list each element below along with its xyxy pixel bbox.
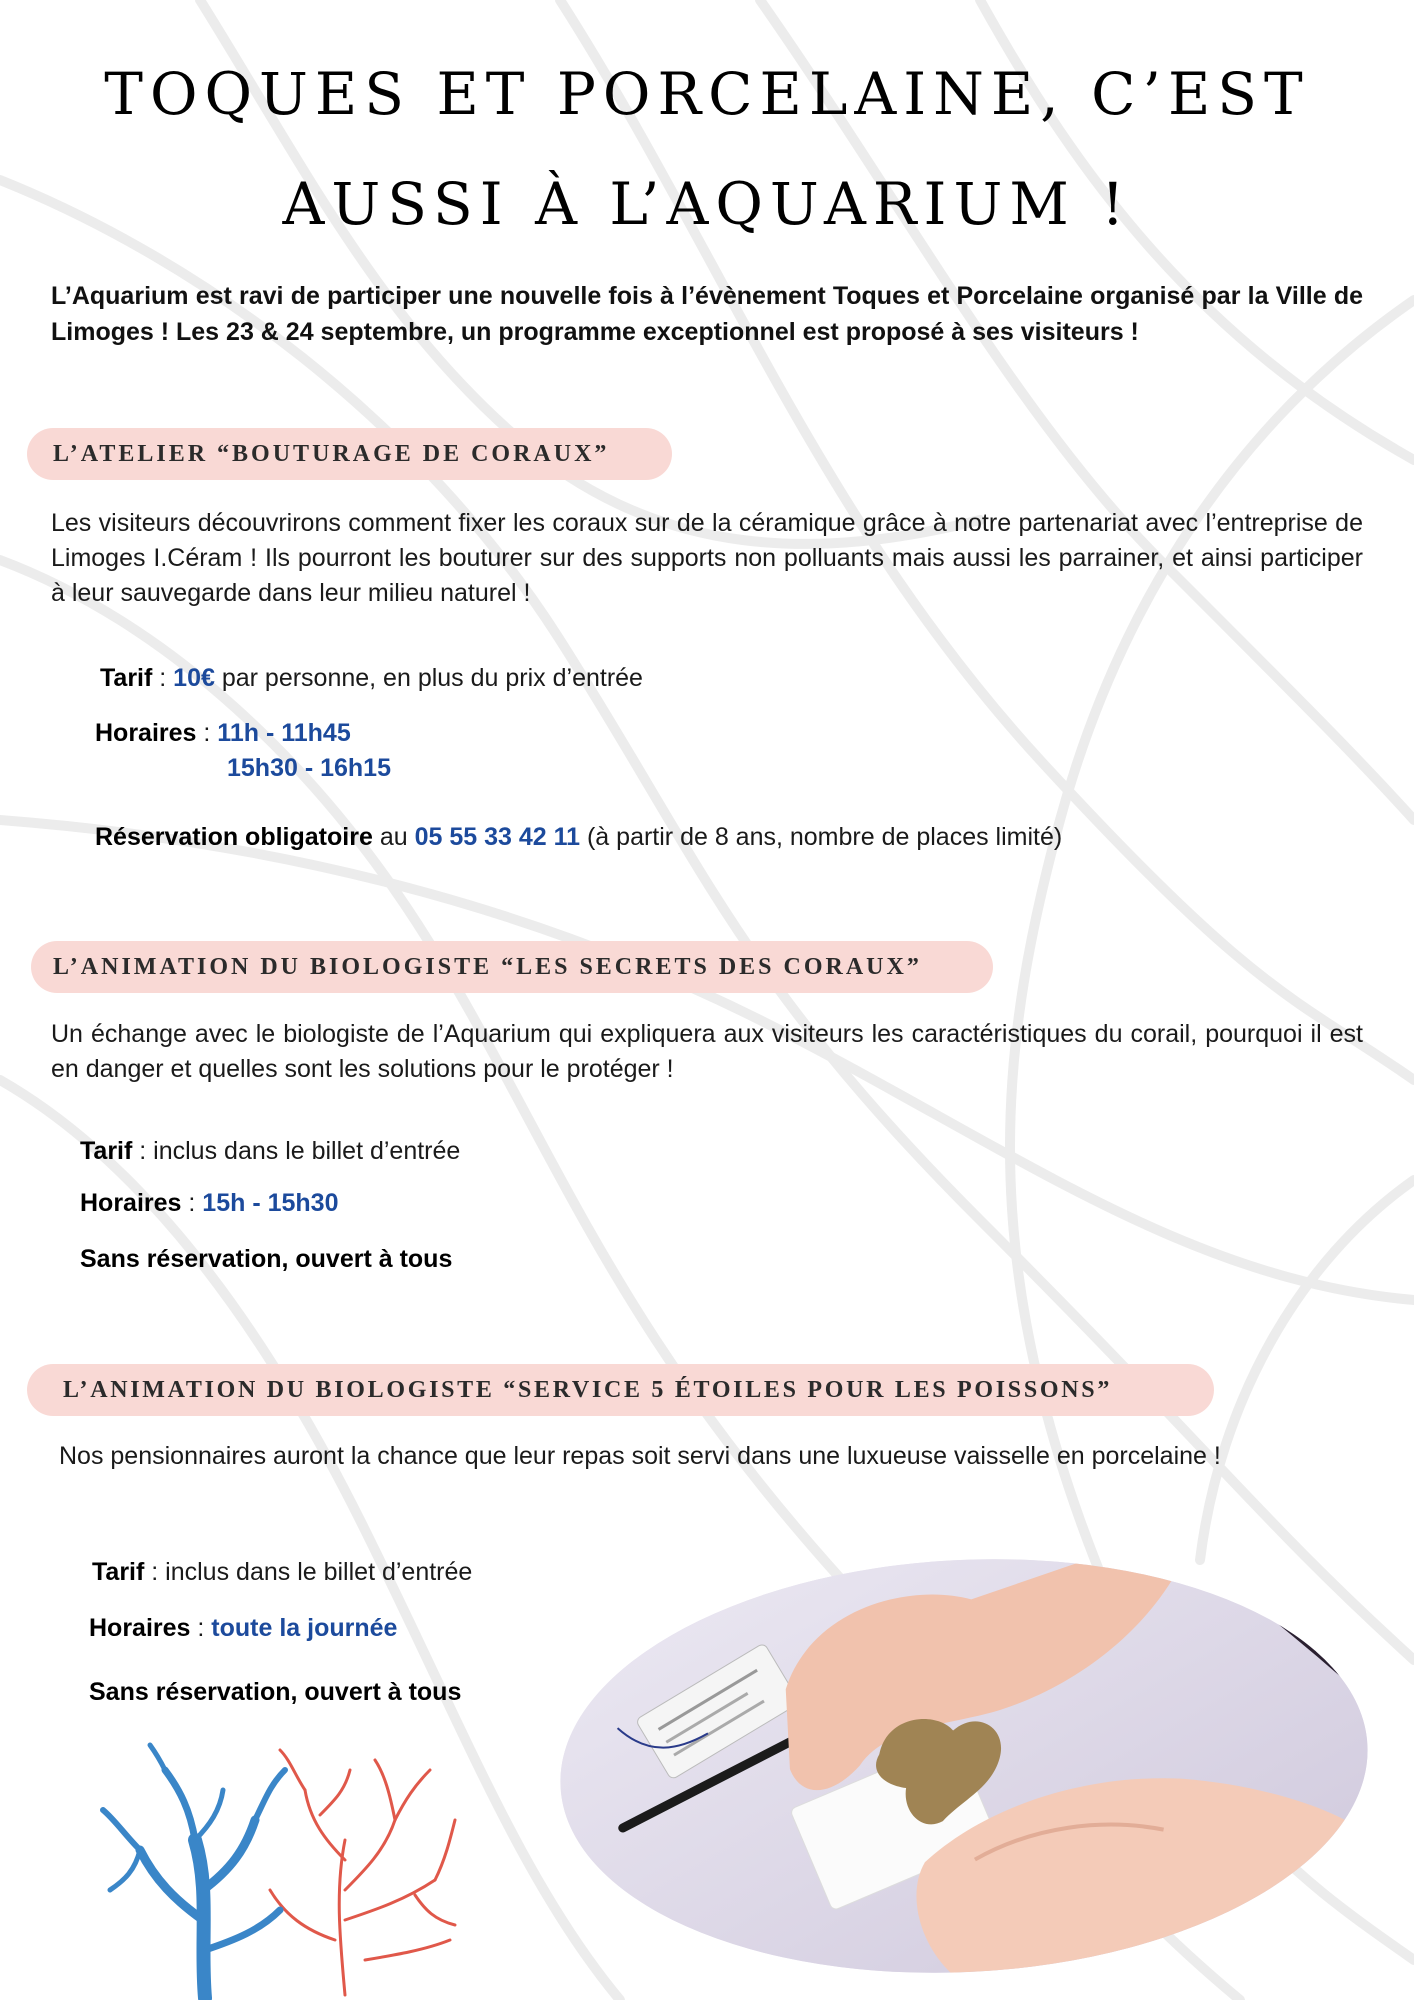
tarif-label: Tarif (100, 664, 153, 692)
horaire-slot-2: 15h30 - 16h15 (227, 754, 391, 782)
secrets-access: Sans réservation, ouvert à tous (80, 1245, 453, 1273)
section-service-text: Nos pensionnaires auront la chance que leur repas soit servi dans une luxueuse vaisselle en porcelaine ! (59, 1442, 1221, 1470)
page-title-line-2: AUSSI À L’AQUARIUM ! (282, 170, 1132, 238)
horaires-label: Horaires (95, 719, 197, 747)
reservation-au: au (379, 823, 408, 851)
page-title-line-1: TOQUES ET PORCELAINE, C’EST (104, 60, 1310, 128)
horaires-label: Horaires (80, 1189, 182, 1217)
reservation-note: (à partir de 8 ans, nombre de places limité) (586, 823, 1063, 851)
tarif-value: inclus dans le billet d’entrée (165, 1558, 473, 1586)
tarif-price: 10€ (173, 664, 215, 692)
section-secrets-text: Un échange avec le biologiste de l’Aquarium qui expliquera aux visiteurs les caractéristiques du corail, pourquoi il est en danger et quelles sont les solutions pour le protéger ! (51, 1020, 1363, 1083)
atelier-reservation-line (95, 820, 1062, 854)
intro-paragraph: L’Aquarium est ravi de participer une nouvelle fois à l’évènement Toques et Porcelaine organisé par la Ville de Limoges ! Les 23 & 24 septembre, un programme exceptionnel est proposé à ses visiteurs ! (51, 282, 1363, 346)
service-access: Sans réservation, ouvert à tous (89, 1678, 462, 1706)
atelier-horaires-line-2 (227, 751, 391, 785)
service-horaires-line: Horaires : toute la journée (89, 1614, 398, 1642)
tarif-label: Tarif (92, 1558, 145, 1586)
tarif-detail: par personne, en plus du prix d’entrée (221, 664, 643, 692)
horaire-slot: 15h - 15h30 (202, 1189, 339, 1217)
tarif-value: inclus dans le billet d’entrée (153, 1137, 461, 1165)
horaire-slot: toute la journée (211, 1614, 398, 1642)
section-heading-atelier: L’ATELIER “BOUTURAGE DE CORAUX” (27, 428, 672, 480)
reservation-label: Réservation obligatoire (95, 823, 373, 851)
photo-illustration (550, 1539, 1378, 1993)
horaire-slot-1: 11h - 11h45 (217, 719, 351, 747)
atelier-horaires-line: Horaires : 11h - 11h45 (95, 719, 351, 747)
tarif-label: Tarif (80, 1137, 133, 1165)
coral-cutting-photo (550, 1539, 1378, 1993)
atelier-tarif-line: Tarif : 10€ par personne, en plus du prix d’entrée (100, 664, 643, 692)
horaires-label: Horaires (89, 1614, 191, 1642)
section-atelier-text: Les visiteurs découvrirons comment fixer les coraux sur de la céramique grâce à notre partenariat avec l’entreprise de Limoges I.Céram ! Ils pourront les bouturer sur des supports non polluants mais aussi les parrainer, et ainsi participer à leur sauvegarde dans leur milieu naturel ! (51, 509, 1363, 607)
section-heading-secrets-coraux: L’ANIMATION DU BIOLOGISTE “LES SECRETS DES CORAUX” (31, 941, 993, 993)
secrets-horaires-line: Horaires : 15h - 15h30 (80, 1189, 339, 1217)
section-heading-service-5-etoiles: L’ANIMATION DU BIOLOGISTE “SERVICE 5 ÉTOILES POUR LES POISSONS” (27, 1364, 1214, 1416)
coral-illustration (95, 1740, 465, 2000)
service-tarif-line: Tarif : inclus dans le billet d’entrée (92, 1558, 473, 1586)
reservation-phone: 05 55 33 42 11 (414, 823, 581, 851)
secrets-tarif-line: Tarif : inclus dans le billet d’entrée (80, 1137, 461, 1165)
